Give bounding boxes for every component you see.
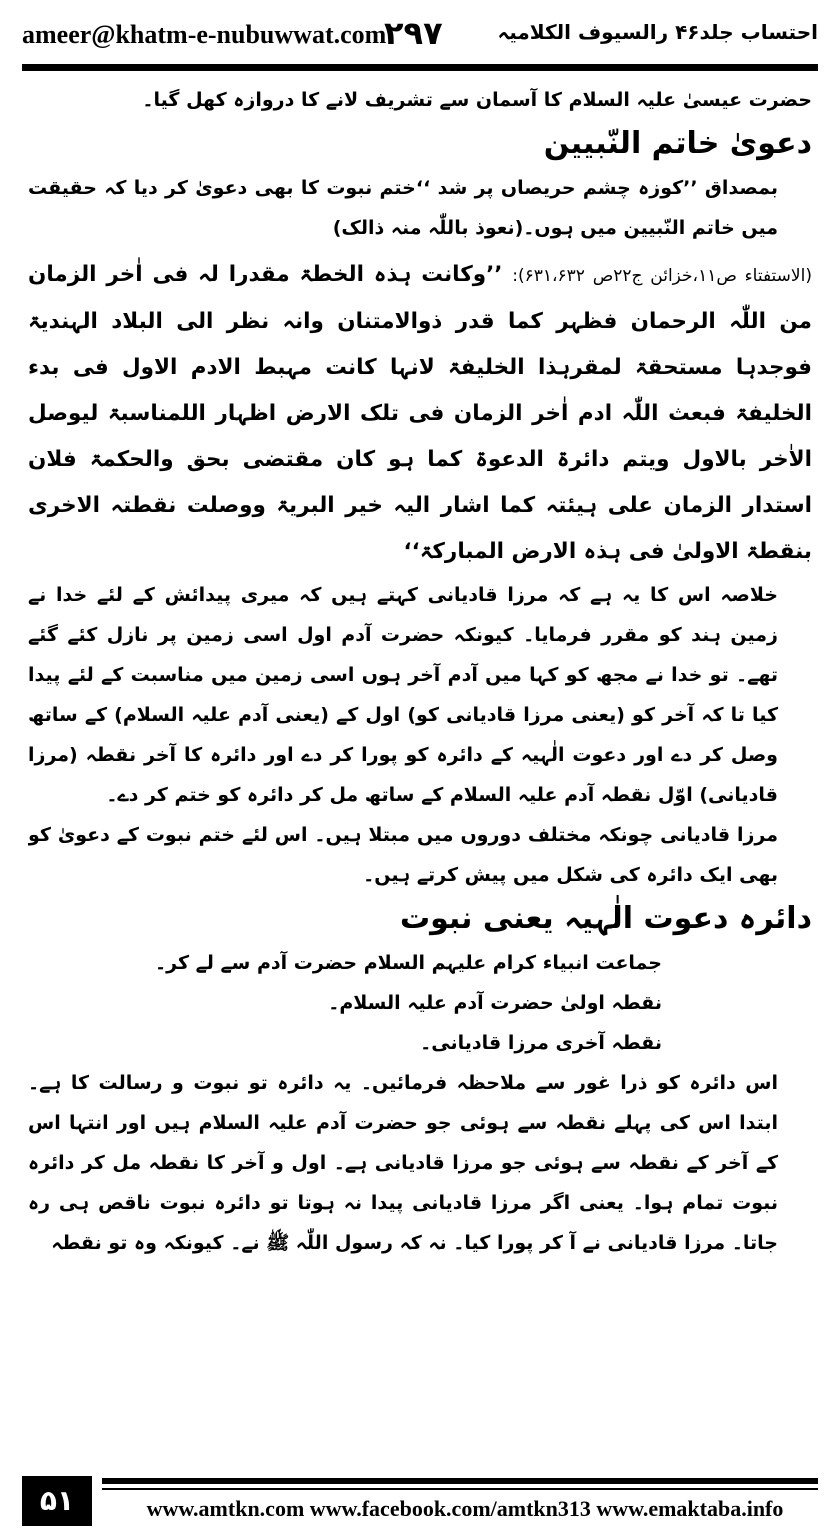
header-page-number: ۲۹۷ <box>384 14 443 52</box>
footer-links: www.amtkn.com www.facebook.com/amtkn313 www.emaktaba.info <box>146 1496 784 1521</box>
section-heading-circle: دائرہ دعوت الٰہیہ یعنی نبوت <box>399 901 812 936</box>
footer-rule <box>102 1478 818 1484</box>
section-heading-khatam: دعویٰ خاتم النّبیین <box>543 126 812 161</box>
circle-list <box>28 943 812 1063</box>
page-footer <box>22 1474 818 1530</box>
list-item: جماعت انبیاء کرام علیہم السلام حضرت آدم سے لے کر۔ <box>155 952 662 974</box>
page-header <box>22 14 818 58</box>
paragraph-circle-intro: مرزا قادیانی چونکہ مختلف دوروں میں مبتلا ہیں۔ اس لئے ختم نبوت کے دعویٰ کو بھی ایک دائرہ کی شکل میں پیش کرتے ہیں۔ <box>28 824 778 886</box>
page-body <box>28 80 812 1468</box>
paragraph-summary: خلاصہ اس کا یہ ہے کہ مرزا قادیانی کہتے ہیں کہ میری پیدائش کے لئے خدا نے زمین ہند کو مقرر فرمایا۔ کیونکہ حضرت آدم اول اسی زمین پر نازل کئے گئے تھے۔ تو خدا نے مجھ کو کہا میں آدم آخر ہوں اسی زمین میں مناسبت کے لئے پیدا کیا تا کہ آخر کو (یعنی مرزا قادیانی کو) اول کے (یعنی آدم علیہ السلام) کے ساتھ وصل کر دے اور دعوت الٰہیہ کے دائرہ کو پورا کر دے اور دائرہ کا آخر نقطہ (مرزا قادیانی) اوّل نقطہ آدم علیہ السلام کے ساتھ مل کر دائرہ کو ختم کر دے۔ <box>28 584 778 806</box>
header-rule <box>22 64 818 71</box>
list-item: نقطہ آخری مرزا قادیانی۔ <box>420 1032 662 1054</box>
arabic-quote: ’’وکانت ہذہ الخطۃ مقدرا لہ فی اٰخر الزمان من اللّٰہ الرحمان فظہر کما قدر ذوالامتنان وانہ نظر الی البلاد الہندیۃ فوجدہا مستحقۃ لمقرہذا الخلیفۃ لانہا کانت مہبط الادم الاول فی بدء الخلیفۃ فبعث اللّٰہ ادم اٰخر الزمان فی تلک الارض اظہار اللمناسبۃ لیوصل الاٰخر بالاول ویتم دائرۃ الدعوۃ کما ہو کان مقتضی بحق والحکمۃ فلان استدار الزمان علی ہیئتہ کما اشار الیہ خیر البریۃ ووصلت نقطتہ الاخری بنقطۃ الاولیٰ فی ہذہ الارض المبارکۃ‘‘ <box>28 262 812 564</box>
footer-page-number: ۵۱ <box>22 1476 92 1526</box>
paragraph-claim: بمصداق ’’کوزہ چشم حریصاں پر شد ‘‘ختم نبوت کا بھی دعویٰ کر دیا کہ حقیقت میں خاتم النّبیین میں ہوں۔(نعوذ باللّٰہ منہ ذالک) <box>28 177 778 239</box>
citation-reference: (الاستفتاء ص۱۱،خزائن ج۲۲ص ۶۳۱،۶۳۲): <box>512 266 812 286</box>
list-item: نقطہ اولیٰ حضرت آدم علیہ السلام۔ <box>328 992 662 1014</box>
footer-rule-thin <box>102 1488 818 1490</box>
arabic-quote-block <box>28 252 812 575</box>
paragraph-analysis: اس دائرہ کو ذرا غور سے ملاحظہ فرمائیں۔ یہ دائرہ تو نبوت و رسالت کا ہے۔ ابتدا اس کی پہلے نقطہ سے ہوئی جو حضرت آدم علیہ السلام ہیں اور انتہا اس کے آخر کے نقطہ سے ہوئی جو مرزا قادیانی ہے۔ اول و آخر کا نقطہ مل کر دائرہ نبوت تمام ہوا۔ یعنی اگر مرزا قادیانی پیدا نہ ہوتا تو دائرہ نبوت ناقص ہی رہ جاتا۔ مرزا قادیانی نے آ کر پورا کیا۔ نہ کہ رسول اللّٰہ ﷺ نے۔ کیونکہ وہ تو نقطہ <box>28 1072 778 1254</box>
header-email: ameer@khatm-e-nubuwwat.com <box>22 20 387 49</box>
intro-line: حضرت عیسیٰ علیہ السلام کا آسمان سے تشریف لانے کا دروازہ کھل گیا۔ <box>142 89 812 111</box>
header-book-title: احتساب جلد۴۶ رالسیوف الکلامیہ <box>497 20 818 44</box>
